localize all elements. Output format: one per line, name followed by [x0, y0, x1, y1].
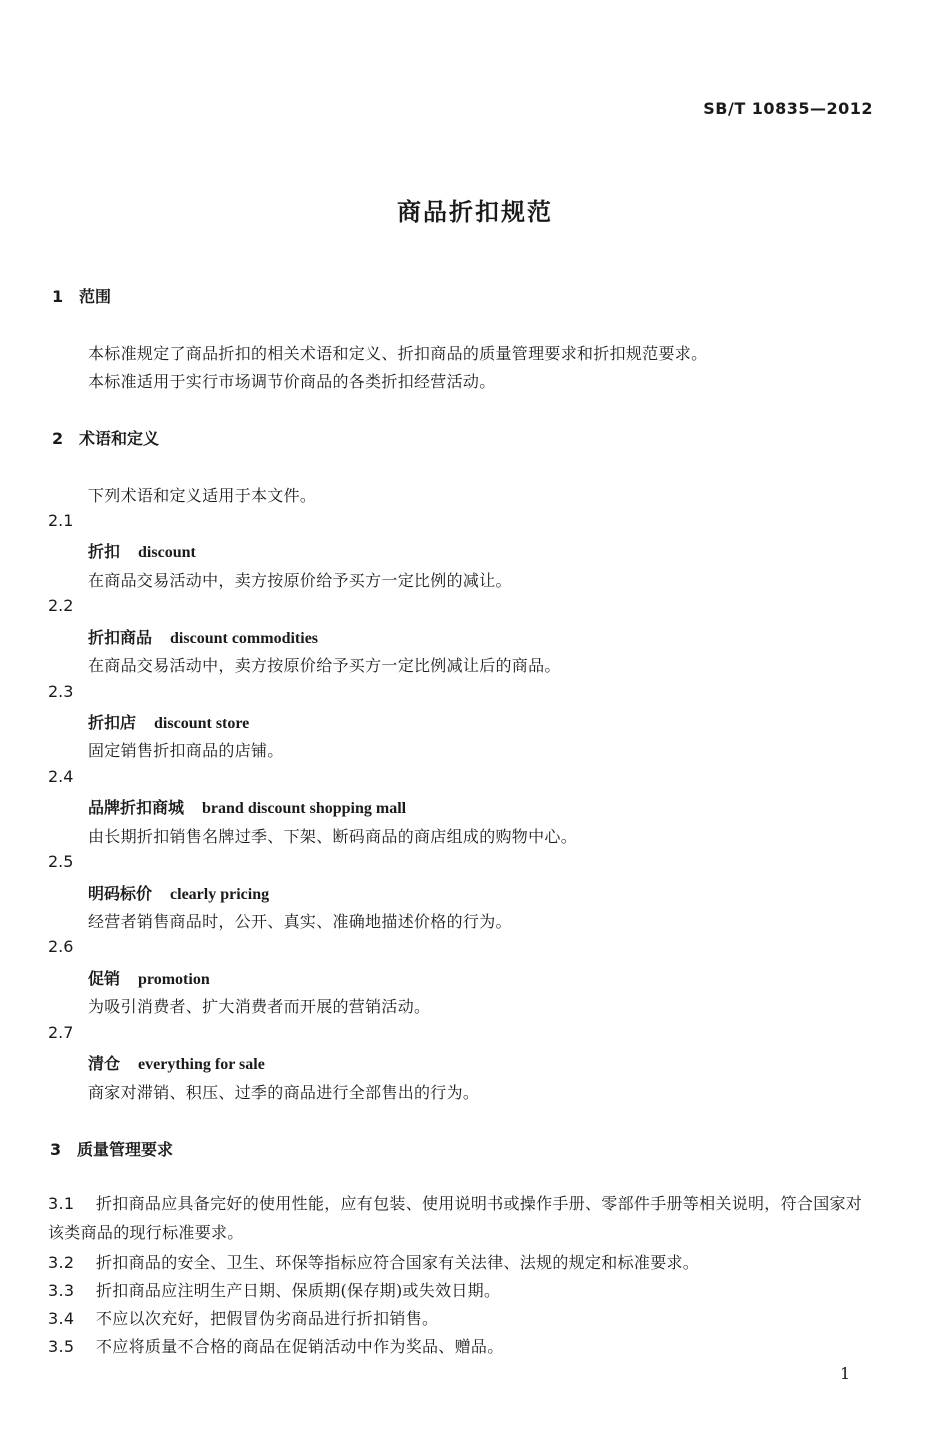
term-english: clearly pricing: [170, 886, 270, 903]
term-number: 2.3: [48, 682, 74, 701]
term-definition: 由长期折扣销售名牌过季、下架、断码商品的商店组成的购物中心。: [88, 827, 578, 846]
clause-number: 3.3: [48, 1281, 75, 1300]
term-english: everything for sale: [138, 1056, 265, 1073]
term-english: discount commodities: [170, 630, 319, 647]
term-chinese: 折扣商品: [88, 628, 153, 647]
term-chinese: 折扣店: [88, 713, 137, 732]
term-chinese: 品牌折扣商城: [88, 798, 185, 817]
term-heading: [88, 625, 318, 648]
section-title: 术语和定义: [79, 429, 160, 448]
section-number: 3: [50, 1140, 62, 1159]
term-definition: 为吸引消费者、扩大消费者而开展的营销活动。: [88, 997, 431, 1016]
term-english: brand discount shopping mall: [202, 800, 407, 817]
term-number: 2.4: [48, 767, 74, 786]
term-number: 2.1: [48, 511, 74, 530]
section-title: 范围: [79, 287, 112, 306]
document-title: 商品折扣规范: [397, 198, 553, 226]
page-number: 1: [840, 1364, 851, 1383]
clause: [48, 1278, 500, 1301]
term-definition: 经营者销售商品时，公开、真实、准确地描述价格的行为。: [88, 912, 512, 931]
term-number: 2.5: [48, 852, 74, 871]
term-english: promotion: [138, 971, 210, 988]
term-chinese: 折扣: [88, 542, 121, 561]
term-heading: [88, 710, 249, 733]
term-definition: 在商品交易活动中，卖方按原价给予买方一定比例的减让。: [88, 571, 512, 590]
term-heading: [88, 1051, 265, 1074]
term-heading: [88, 966, 210, 989]
term-number: 2.2: [48, 596, 74, 615]
term-english: discount store: [154, 715, 250, 732]
clause-text: 折扣商品应注明生产日期、保质期(保存期)或失效日期。: [96, 1281, 501, 1300]
section-number: 2: [52, 429, 64, 448]
term-chinese: 清仓: [88, 1054, 121, 1073]
clause-number: 3.4: [48, 1309, 75, 1328]
term-heading: [88, 539, 196, 562]
term-definition: 固定销售折扣商品的店铺。: [88, 741, 284, 760]
clause-number: 3.1: [48, 1194, 75, 1213]
clause-text: 折扣商品应具备完好的使用性能，应有包装、使用说明书或操作手册、零部件手册等相关说明，符合国家对该类商品的现行标准要求。: [48, 1194, 863, 1242]
clause: [48, 1306, 438, 1329]
term-english: discount: [138, 544, 196, 561]
paragraph: 下列术语和定义适用于本文件。: [88, 486, 317, 505]
clause-number: 3.2: [48, 1253, 75, 1272]
paragraph: 本标准规定了商品折扣的相关术语和定义、折扣商品的质量管理要求和折扣规范要求。: [88, 344, 708, 363]
clause-text: 不应以次充好，把假冒伪劣商品进行折扣销售。: [96, 1309, 439, 1328]
section-2-heading: [52, 426, 159, 449]
term-definition: 商家对滞销、积压、过季的商品进行全部售出的行为。: [88, 1083, 480, 1102]
term-heading: [88, 881, 269, 904]
section-3-heading: [50, 1137, 173, 1160]
term-number: 2.7: [48, 1023, 74, 1042]
section-number: 1: [52, 287, 64, 306]
clause: [48, 1334, 504, 1357]
standard-code: SB/T 10835—2012: [703, 99, 873, 118]
clause: [48, 1250, 699, 1273]
term-definition: 在商品交易活动中，卖方按原价给予买方一定比例减让后的商品。: [88, 656, 561, 675]
term-number: 2.6: [48, 937, 74, 956]
section-1-heading: [52, 284, 111, 307]
clause-text: 不应将质量不合格的商品在促销活动中作为奖品、赠品。: [96, 1337, 504, 1356]
term-chinese: 明码标价: [88, 884, 153, 903]
term-chinese: 促销: [88, 969, 121, 988]
clause-text: 折扣商品的安全、卫生、环保等指标应符合国家有关法律、法规的规定和标准要求。: [96, 1253, 700, 1272]
section-title: 质量管理要求: [77, 1140, 174, 1159]
clause: [48, 1189, 876, 1247]
clause-number: 3.5: [48, 1337, 75, 1356]
term-heading: [88, 795, 406, 818]
paragraph: 本标准适用于实行市场调节价商品的各类折扣经营活动。: [88, 372, 496, 391]
